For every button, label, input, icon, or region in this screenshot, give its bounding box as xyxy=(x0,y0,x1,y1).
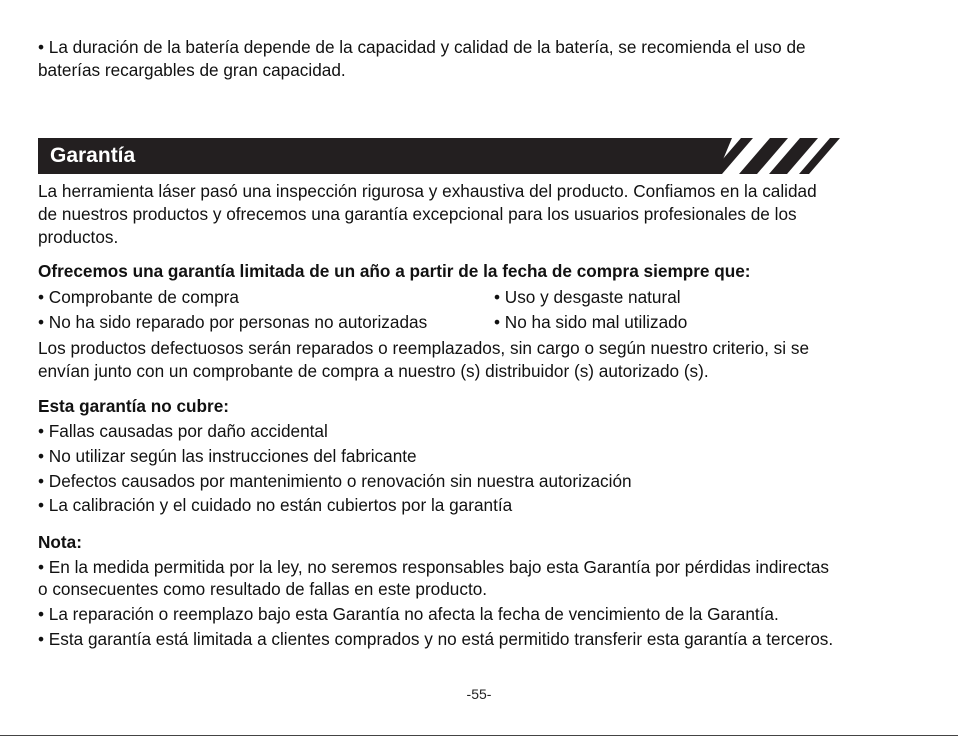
intro-line-1: • La duración de la batería depende de la capacidad y calidad de la batería, se recomienda el uso de xyxy=(38,37,806,57)
note-item-1-line-1: • En la medida permitida por la ley, no seremos responsables bajo esta Garantía por pérdidas indirectas xyxy=(38,557,830,577)
note-item-2: • La reparación o reemplazo bajo esta Garantía no afecta la fecha de vencimiento de la Garantía. xyxy=(38,604,779,624)
intro-line-2: baterías recargables de gran capacidad. xyxy=(38,60,346,80)
bottom-divider xyxy=(0,735,958,736)
exclusions-heading: Esta garantía no cubre: xyxy=(38,396,230,416)
offer-right-item-2: • No ha sido mal utilizado xyxy=(494,312,688,332)
exclusion-item-2: • No utilizar según las instrucciones del fabricante xyxy=(38,446,417,466)
section-banner xyxy=(38,138,840,174)
note-heading: Nota: xyxy=(38,532,82,552)
offer-heading: Ofrecemos una garantía limitada de un año a partir de la fecha de compra siempre que: xyxy=(38,261,751,281)
banner-shape xyxy=(38,138,840,174)
paragraph1-line-3: productos. xyxy=(38,227,119,247)
paragraph2-line-2: envían junto con un comprobante de compra a nuestro (s) distribuidor (s) autorizado (s). xyxy=(38,361,709,381)
offer-left-item-2: • No ha sido reparado por personas no autorizadas xyxy=(38,312,428,332)
paragraph1-line-2: de nuestros productos y ofrecemos una garantía excepcional para los usuarios profesionales de los xyxy=(38,204,797,224)
page-number: -55- xyxy=(466,686,492,702)
paragraph1-line-1: La herramienta láser pasó una inspección rigurosa y exhaustiva del producto. Confiamos en la calidad xyxy=(38,181,817,201)
offer-left-item-1: • Comprobante de compra xyxy=(38,287,239,307)
exclusion-item-1: • Fallas causadas por daño accidental xyxy=(38,421,328,441)
banner-bar xyxy=(38,138,732,174)
exclusion-item-3: • Defectos causados por mantenimiento o renovación sin nuestra autorización xyxy=(38,471,632,491)
note-item-3: • Esta garantía está limitada a clientes comprados y no está permitido transferir esta garantía a terceros. xyxy=(38,629,834,649)
note-item-1-line-2: o consecuentes como resultado de fallas en este producto. xyxy=(38,579,488,599)
exclusion-item-4: • La calibración y el cuidado no están cubiertos por la garantía xyxy=(38,495,513,515)
paragraph2-line-1: Los productos defectuosos serán reparados o reemplazados, sin cargo o según nuestro criterio, si se xyxy=(38,338,810,358)
offer-right-item-1: • Uso y desgaste natural xyxy=(494,287,681,307)
section-title: Garantía xyxy=(50,144,136,167)
